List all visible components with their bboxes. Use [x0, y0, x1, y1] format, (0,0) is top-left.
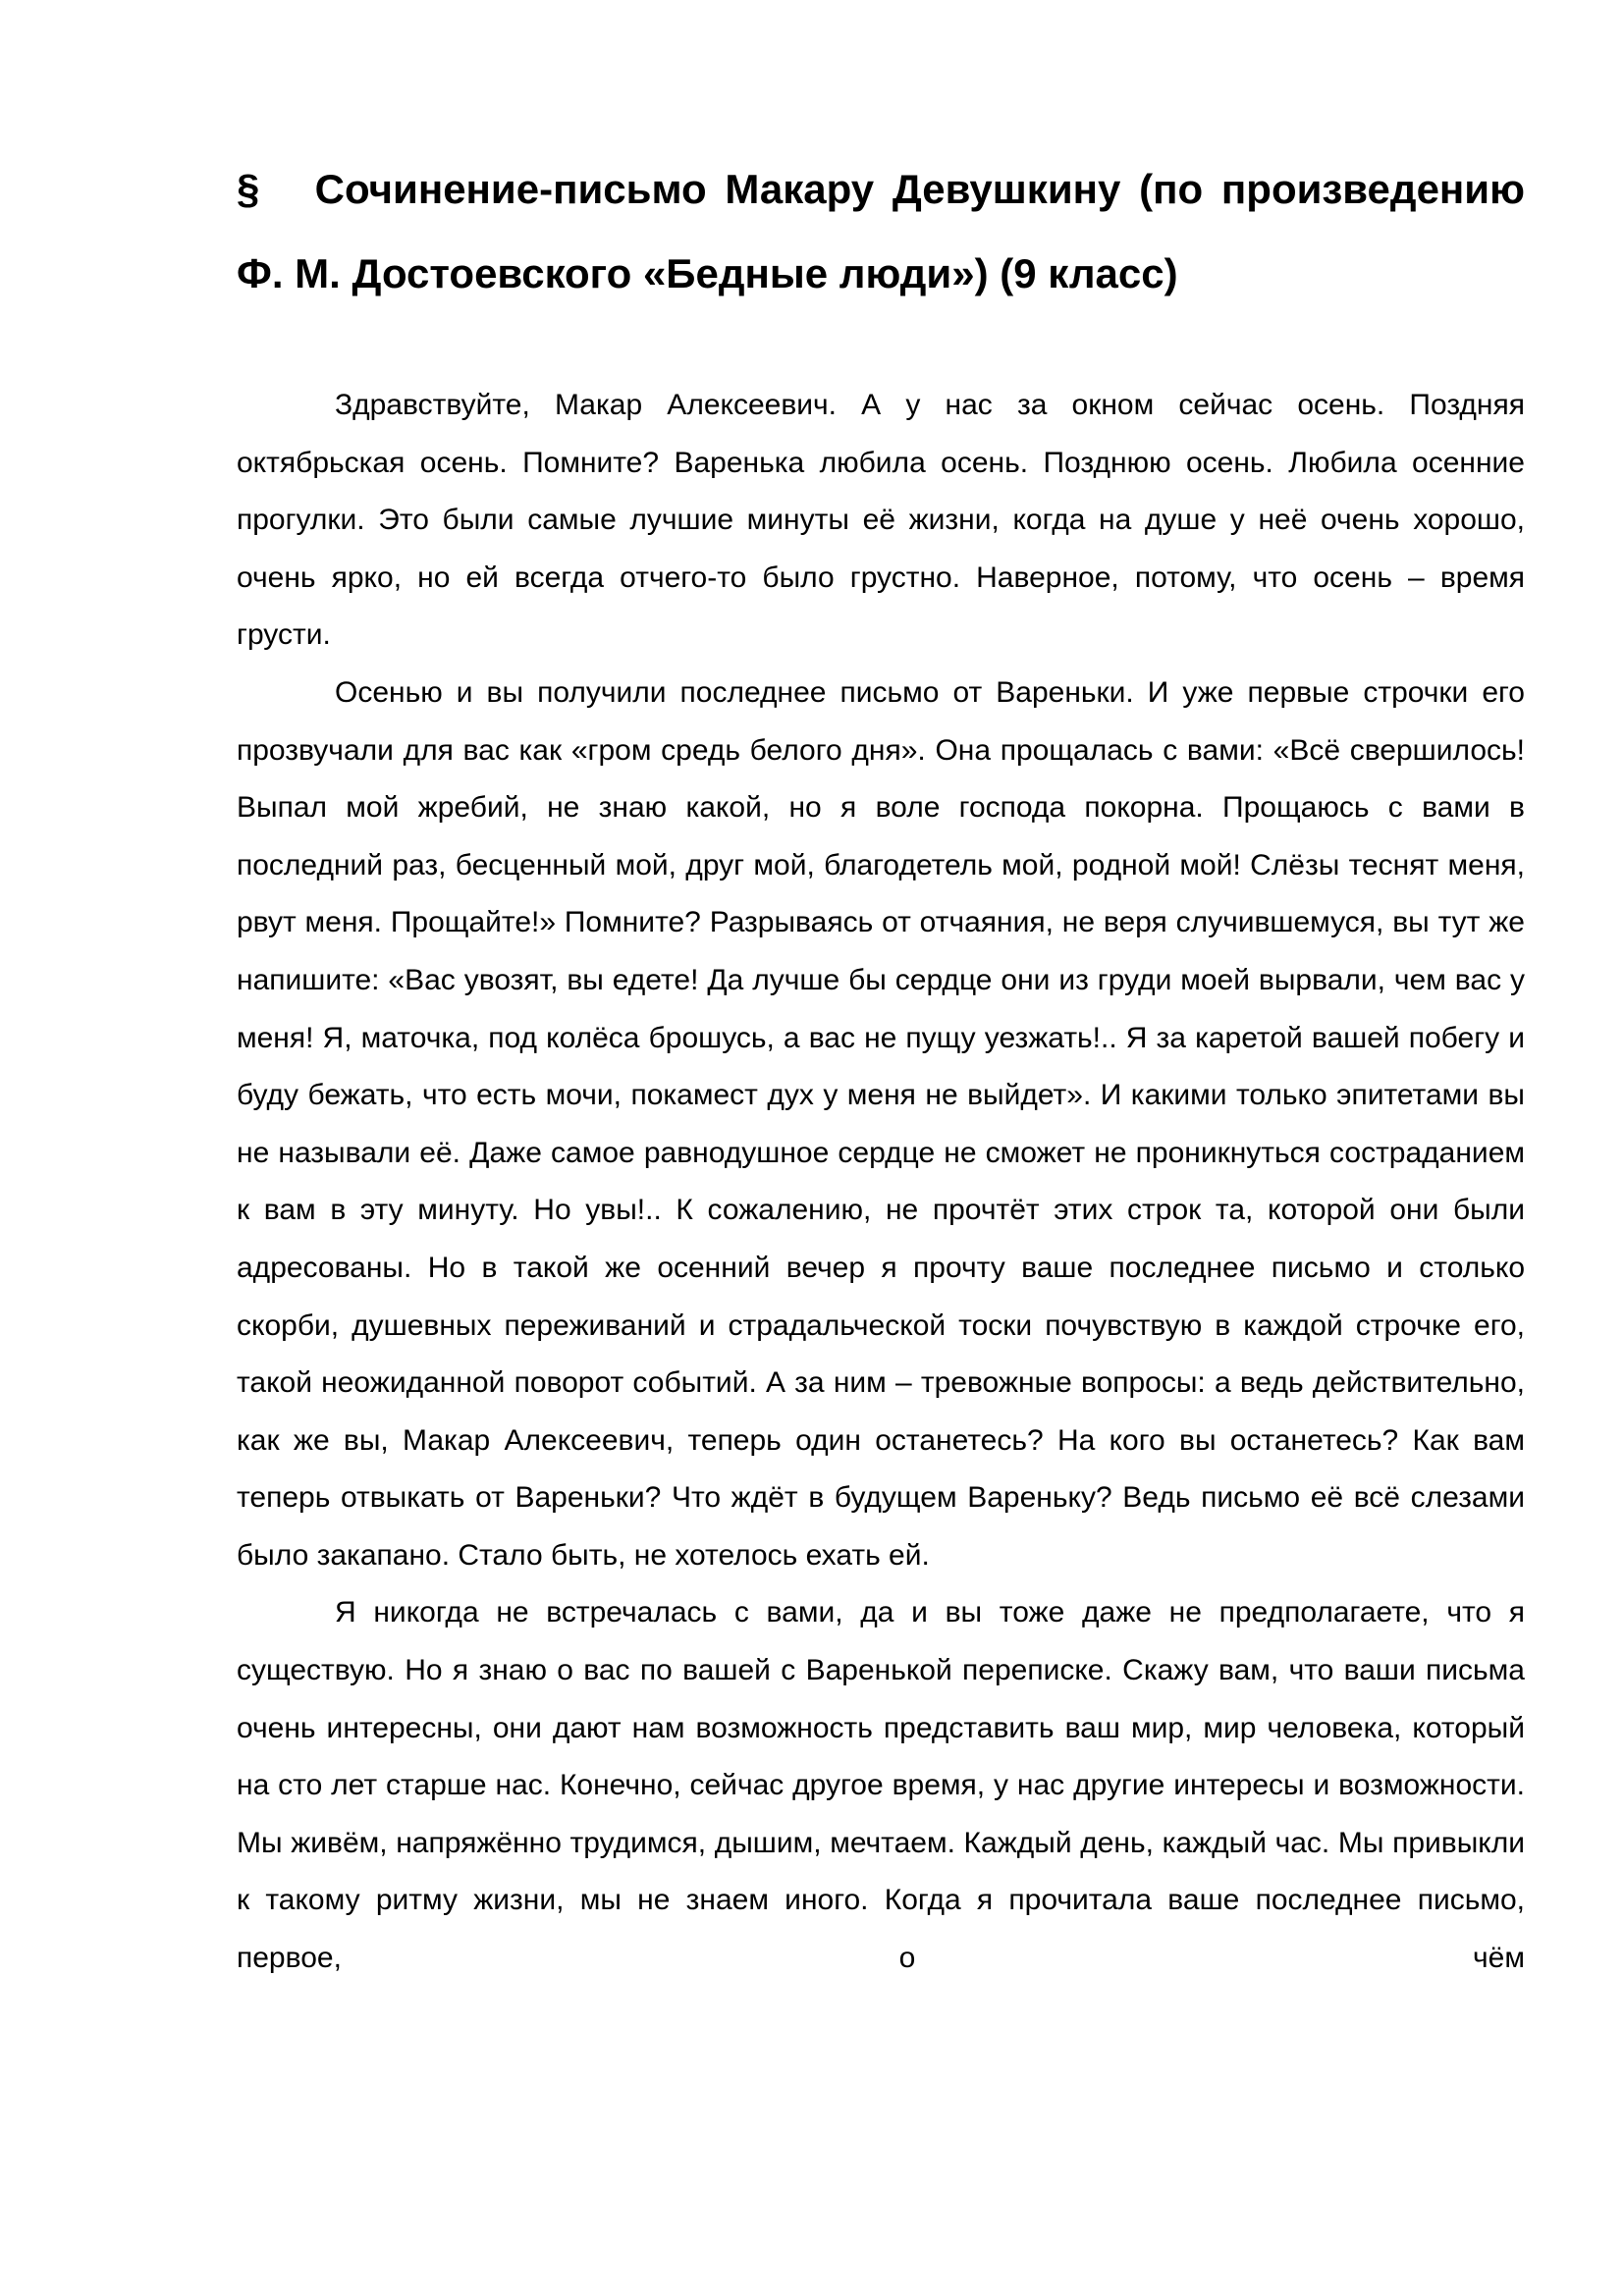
document-body: [237, 377, 1525, 1988]
document-page: [237, 147, 1525, 1988]
paragraph-1: Здравствуйте, Макар Алексеевич. А у нас за окном сейчас осень. Поздняя октябрьская осень. Помните? Варенька любила осень. Позднюю осень. Любила осенние прогулки. Это были самые лучшие минуты её жизни, когда на душе у неё очень хорошо, очень ярко, но ей всегда отчего-то было грустно. Наверное, потому, что осень – время грусти.: [237, 389, 1525, 652]
document-title: § Сочинение-письмо Макару Девушкину (по произведению Ф. М. Достоевского «Бедные люди») (9 класс): [237, 166, 1525, 296]
paragraph-3: Я никогда не встречалась с вами, да и вы тоже даже не предполагаете, что я существую. Но я знаю о вас по вашей с Варенькой переписке. Скажу вам, что ваши письма очень интересны, они дают нам возможность представить ваш мир, мир человека, который на сто лет старше нас. Конечно, сейчас другое время, у нас другие интересы и возможности. Мы живём, напряжённо трудимся, дышим, мечтаем. Каждый день, каждый час. Мы привыкли к такому ритму жизни, мы не знаем иного. Когда я прочитала ваше последнее письмо, первое, о чём: [237, 1596, 1525, 1975]
paragraph-2: Осенью и вы получили последнее письмо от Вареньки. И уже первые строчки его прозвучали для вас как «гром средь белого дня». Она прощалась с вами: «Всё свершилось! Выпал мой жребий, не знаю какой, но я воле господа покорна. Прощаюсь с вами в последний раз, бесценный мой, друг мой, благодетель мой, родной мой! Слёзы теснят меня, рвут меня. Прощайте!» Помните? Разрываясь от отчаяния, не веря случившемуся, вы тут же напишите: «Вас увозят, вы едете! Да лучше бы сердце они из груди моей вырвали, чем вас у меня! Я, маточка, под колёса брошусь, а вас не пущу уезжать!.. Я за каретой вашей побегу и буду бежать, что есть мочи, покамест дух у меня не выйдет». И какими только эпитетами вы не называли её. Даже самое равнодушное сердце не сможет не проникнуться состраданием к вам в эту минуту. Но увы!.. К сожалению, не прочтёт этих строк та, которой они были адресованы. Но в такой же осенний вечер я прочту ваше последнее письмо и столько скорби, душевных переживаний и страдальческой тоски почувствую в каждой строчке его, такой неожиданной поворот событий. А за ним – тревожные вопросы: а ведь действительно, как же вы, Макар Алексеевич, теперь один останетесь? На кого вы останетесь? Как вам теперь отвыкать от Вареньки? Что ждёт в будущем Вареньку? Ведь письмо её всё слезами было закапано. Стало быть, не хотелось ехать ей.: [237, 675, 1525, 1572]
